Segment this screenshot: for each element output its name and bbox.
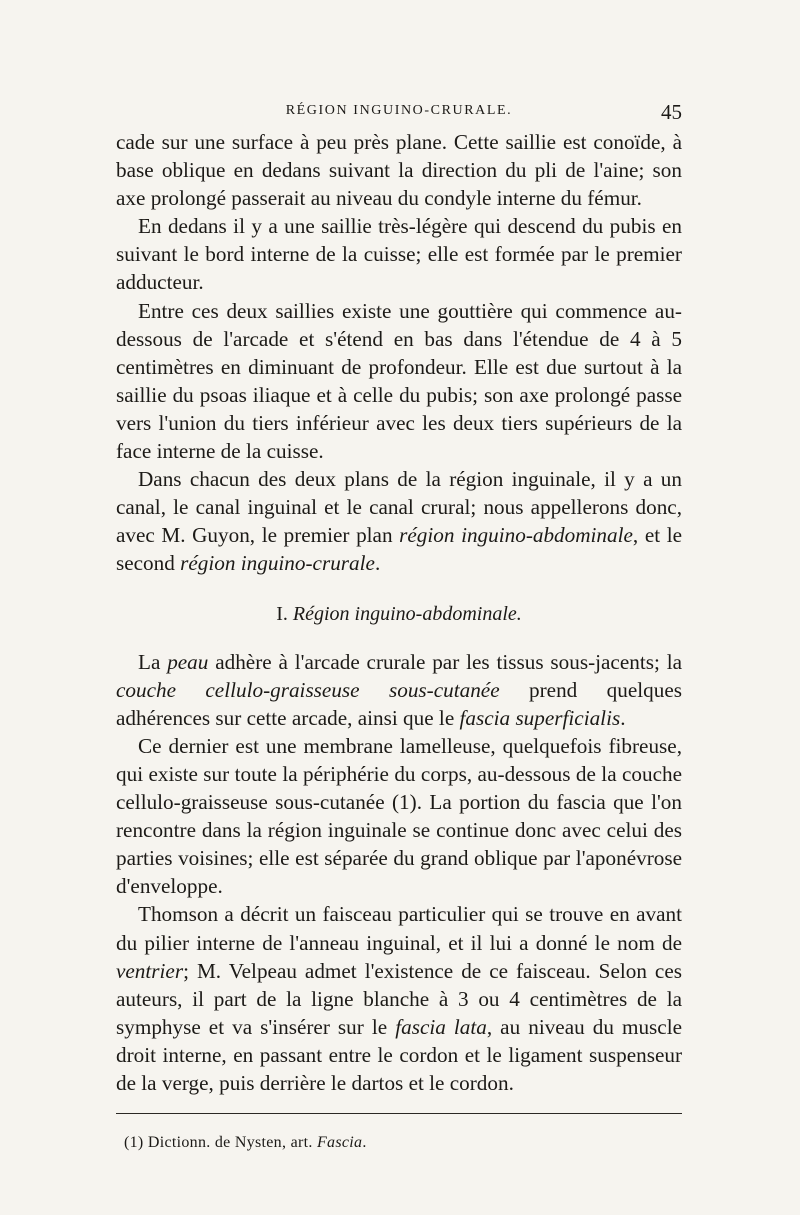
paragraph-5-italic-1: peau (167, 649, 209, 674)
running-head (116, 101, 682, 123)
body-text (116, 128, 682, 1097)
paragraph-3: Entre ces deux saillies existe une gouttière qui commence au-dessous de l'arcade et s'étend en bas dans l'étendue de 4 à 5 centimètres en diminuant de profondeur. Elle est due surtout à la saillie du psoas iliaque et à celle du pubis; son axe prolongé passe vers l'union du tiers inférieur avec les deux tiers supérieurs de la face interne de la cuisse. (116, 298, 682, 464)
paragraph-7-text-c: , au niveau du muscle droit interne, en passant entre le cordon et le ligament suspenseur de la verge, puis derrière le dartos et le cordon. (116, 1014, 682, 1095)
paragraph-7-text-a: Thomson a décrit un faisceau particulier qui se trouve en avant du pilier interne de l'anneau inguinal, et il lui a donné le nom de (116, 902, 682, 955)
paragraph-5-text-d: . (620, 705, 626, 730)
footnote-text-b: . (362, 1134, 367, 1151)
running-title: RÉGION INGUINO-CRURALE. (285, 103, 513, 118)
section-number: I. (276, 602, 288, 625)
paragraph-4-italic-2: région inguino-crurale (180, 551, 375, 576)
paragraph-5 (116, 648, 682, 732)
section-heading (116, 600, 682, 628)
paragraph-5-text-b: adhère à l'arcade crurale par les tissus sous-jacents; la (208, 649, 682, 674)
paragraph-4-text-a: Dans chacun des deux plans de la région inguinale, il y a un canal, le canal inguinal et le canal crural; nous appellerons donc, avec M. Guyon, le premier plan (116, 467, 682, 548)
paragraph-5-text-c: prend quelques adhérences sur cette arcade, ainsi que le (116, 677, 682, 730)
paragraph-4-text-c: . (374, 551, 381, 576)
paragraph-7-text-b: ; M. Velpeau admet l'existence de ce faisceau. Selon ces auteurs, il part de la ligne blanche à 3 ou 4 centimètres de la symphyse et va s'insérer sur le (116, 958, 682, 1039)
footnote-text-a: (1) Dictionn. de Nysten, art. (124, 1134, 317, 1151)
footnote-italic: Fascia (316, 1134, 363, 1151)
paragraph-6: Ce dernier est une membrane lamelleuse, quelquefois fibreuse, qui existe sur toute la périphérie du corps, au-dessous de la couche cellulo-graisseuse sous-cutanée (1). La portion du fascia que l'on rencontre dans la région inguinale se continue donc avec celui des parties voisines; elle est séparée du grand oblique par l'aponévrose d'enveloppe. (116, 733, 682, 899)
footnote-rule (116, 1113, 682, 1114)
paragraph-2: En dedans il y a une saillie très-légère qui descend du pubis en suivant le bord interne de la cuisse; elle est formée par le premier adducteur. (116, 214, 682, 295)
paragraph-7 (116, 900, 682, 1097)
page-number: 45 (661, 100, 682, 124)
paragraph-5-text-a: La (138, 649, 168, 674)
section-title: Région inguino-abdominale. (292, 602, 522, 625)
footnote (124, 1134, 682, 1152)
paragraph-4 (116, 465, 682, 577)
paragraph-4-text-b: , et le second (116, 523, 682, 576)
paragraph-5-italic-3: fascia superficialis (459, 705, 621, 730)
paragraph-5-italic-2: couche cellulo-graisseuse sous-cutanée (116, 677, 500, 702)
paragraph-1: cade sur une surface à peu près plane. Cette saillie est conoïde, à base oblique en dedans suivant la direction du pli de l'aine; son axe prolongé passerait au niveau du condyle interne du fémur. (116, 130, 682, 211)
paragraph-4-italic-1: région inguino-abdominale (399, 523, 633, 548)
paragraph-7-italic-1: ventrier (116, 958, 184, 983)
paragraph-7-italic-2: fascia lata (395, 1014, 487, 1039)
